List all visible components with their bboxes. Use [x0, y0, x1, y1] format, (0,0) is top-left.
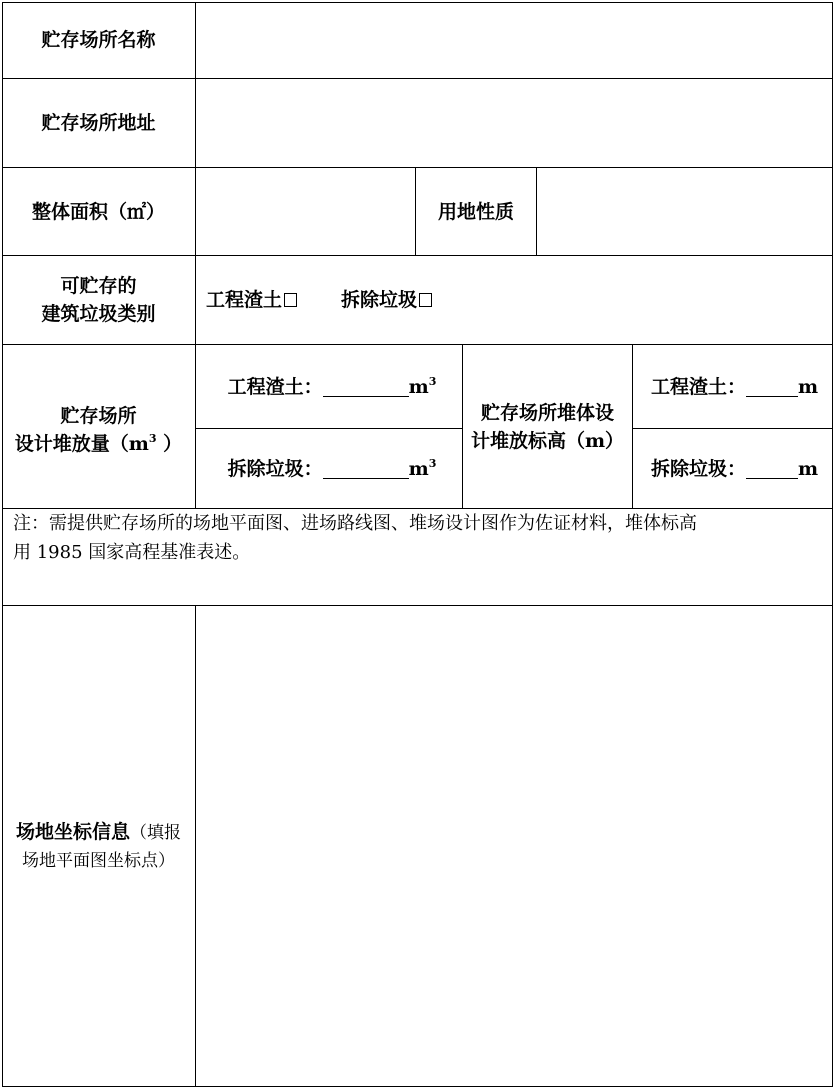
- capacity-muck-input[interactable]: [323, 376, 409, 397]
- elevation-demolition-unit: m: [797, 457, 819, 480]
- elevation-label-line2: 计堆放标高（m）: [470, 429, 625, 452]
- land-use-field[interactable]: [537, 168, 832, 255]
- land-use-label-cell: [416, 168, 536, 255]
- storage-site-form: [2, 2, 832, 1087]
- option-engineering-muck[interactable]: [206, 286, 297, 314]
- coordinates-field[interactable]: [196, 606, 832, 1086]
- land-use-label: 用地性质: [437, 200, 514, 223]
- site-address-label-cell: [2, 79, 195, 167]
- coordinates-hint-line1: （填报: [130, 822, 181, 843]
- area-label: 整体面积（㎡）: [31, 200, 165, 223]
- coordinates-hint-line2: 场地平面图坐标点）: [22, 850, 175, 871]
- site-name-field[interactable]: [196, 3, 832, 78]
- elevation-label-cell: [463, 345, 632, 508]
- capacity-label-line2: 设计堆放量（$m^3$ ）: [14, 431, 183, 455]
- site-address-label: 贮存场所地址: [41, 112, 156, 134]
- checkbox-icon[interactable]: [419, 293, 432, 307]
- capacity-label-cell: [2, 345, 195, 508]
- area-label-cell: [2, 168, 195, 255]
- capacity-muck-unit: $m^3$: [408, 374, 437, 398]
- note-cell: [3, 509, 832, 605]
- waste-types-label-cell: [2, 256, 195, 344]
- site-name-label: 贮存场所名称: [41, 29, 156, 51]
- capacity-demolition-unit: $m^3$: [408, 456, 437, 480]
- border-right: [832, 2, 833, 1087]
- elevation-muck-unit: m: [797, 375, 819, 398]
- coordinates-label-cell: [2, 606, 195, 1086]
- site-address-field[interactable]: [196, 79, 832, 167]
- option-demolition-waste[interactable]: [341, 286, 432, 314]
- border-bottom: [2, 1086, 833, 1087]
- capacity-label-line1: 贮存场所: [60, 404, 137, 427]
- capacity-demolition-cell: [196, 429, 462, 508]
- site-name-label-cell: [2, 2, 195, 78]
- option-engineering-muck-label: 工程渣土: [206, 289, 283, 311]
- option-demolition-waste-label: 拆除垃圾: [341, 289, 418, 311]
- area-field[interactable]: [196, 168, 415, 255]
- waste-types-options: [196, 256, 832, 344]
- waste-types-label-line2: 建筑垃圾类别: [41, 303, 156, 325]
- waste-types-label-line1: 可贮存的: [60, 275, 137, 297]
- elevation-demolition-input[interactable]: [746, 458, 798, 479]
- elevation-muck-cell: [633, 345, 832, 428]
- capacity-demolition-label: 拆除垃圾：: [227, 457, 323, 480]
- capacity-demolition-input[interactable]: [323, 458, 409, 479]
- note-line1: 注：需提供贮存场所的场地平面图、进场路线图、堆场设计图作为佐证材料，堆体标高: [13, 513, 697, 534]
- note-line2: 用 1985 国家高程基准表述。: [13, 542, 251, 563]
- elevation-label-line1: 贮存场所堆体设: [480, 401, 614, 424]
- capacity-muck-label: 工程渣土：: [227, 375, 323, 398]
- elevation-demolition-label: 拆除垃圾：: [650, 457, 746, 480]
- elevation-muck-label: 工程渣土：: [650, 375, 746, 398]
- coordinates-label: 场地坐标信息: [15, 820, 130, 843]
- capacity-muck-cell: [196, 345, 462, 428]
- checkbox-icon[interactable]: [284, 293, 297, 307]
- elevation-muck-input[interactable]: [746, 376, 798, 397]
- elevation-demolition-cell: [633, 429, 832, 508]
